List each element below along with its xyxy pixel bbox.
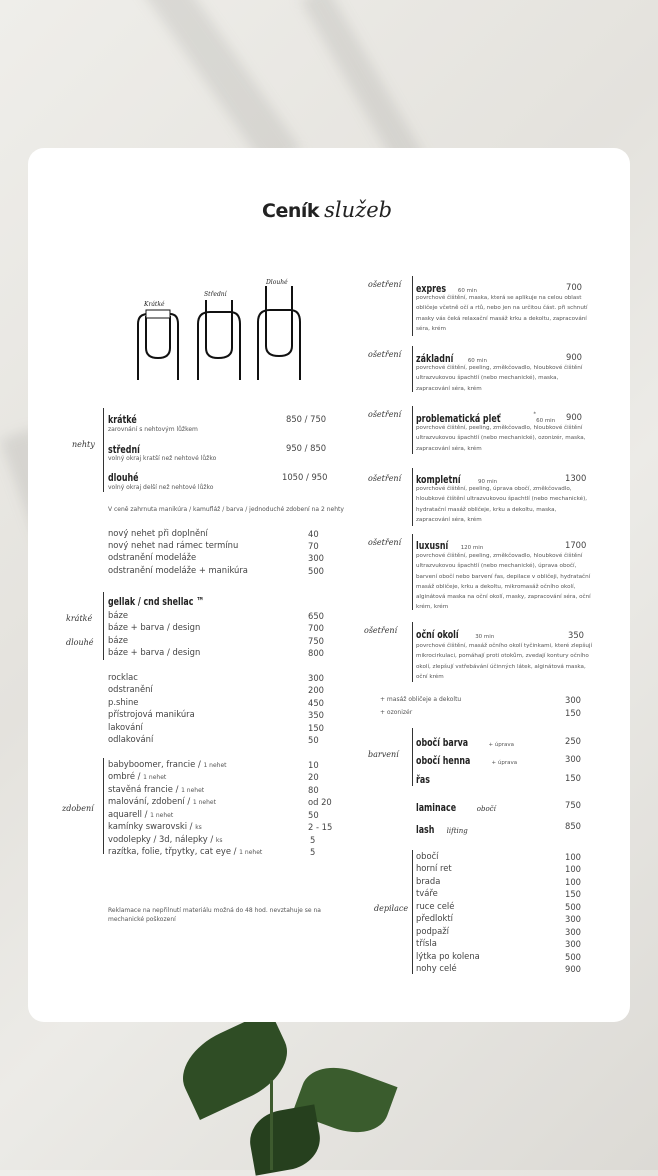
other-item: odlakování	[108, 734, 154, 744]
osetreni-side-label: ošetření	[364, 626, 398, 635]
laminace-price: 750	[565, 800, 581, 810]
depilace-price: 300	[565, 914, 581, 924]
laminace-item	[416, 796, 496, 815]
nail-short	[138, 310, 178, 380]
zdobeni-unit: 1 nehet	[239, 849, 263, 856]
treatment-price: 900	[566, 412, 582, 422]
depilace-divider	[412, 850, 413, 974]
plant-stem	[270, 1080, 273, 1170]
gellak-price: 750	[308, 636, 324, 646]
barveni-name: obočí barva	[416, 736, 469, 749]
nehty-name: dlouhé	[108, 471, 139, 484]
treatment-time: 60 min	[457, 288, 477, 294]
zdobeni-unit: 1 nehet	[150, 812, 174, 819]
depilace-item: třísla	[416, 938, 437, 948]
nehty-name: střední	[108, 443, 140, 456]
other-price: 50	[308, 735, 319, 745]
nehty-price: 850 / 750	[286, 414, 327, 424]
nail-medium	[198, 300, 240, 380]
zdobeni-divider	[103, 758, 104, 854]
depilace-price: 100	[565, 852, 581, 862]
nehty-note: zarovnání s nehtovým lůžkem	[108, 426, 198, 433]
zdobeni-price: 20	[308, 772, 319, 782]
barveni-price: 250	[565, 736, 581, 746]
treatment-desc: povrchové čištění, maska, která se aplikuje na celou oblast obličeje včetně očí a rtů, nebo jen na určitou část. při schnutí masky vás čeká relaxační masáž krku a dekoltu, zapracování séra, krém	[416, 295, 588, 332]
nehty-name: krátké	[108, 413, 137, 426]
zdobeni-name: ombré /	[108, 771, 141, 781]
zdobeni-item	[108, 796, 216, 806]
treatment-desc: povrchové čištění, peeling, změkčovadlo, hloubkové čištění ultrazvukovou špachtlí (nebo mechanické), úprava obočí, barvení obočí nebo barvení řas, depilace v obličeji, hydratační masáž obličeje, krku a dekoltu, mikromasáž očního okolí, alginátová maska na oční okolí, masky, zapracování séra, oční krém, krém	[416, 553, 591, 611]
depilace-item: lýtka po kolena	[416, 951, 480, 961]
zdobeni-item	[108, 834, 222, 844]
gellak-item: báze	[108, 610, 128, 620]
depilace-price: 300	[565, 939, 581, 949]
depilace-item: brada	[416, 876, 441, 886]
other-price: 450	[308, 698, 324, 708]
barveni-extra: + úprava	[488, 742, 515, 748]
zdobeni-unit: 1 nehet	[192, 799, 216, 806]
treatment-name: problematická pleť	[416, 412, 501, 425]
other-price: 350	[308, 710, 324, 720]
treatment-name: luxusní	[416, 539, 449, 552]
zdobeni-name: razítka, folie, třpytky, cat eye /	[108, 846, 237, 856]
barveni-item	[416, 768, 435, 787]
gellak-label-long: dlouhé	[66, 638, 94, 647]
gellak-price: 650	[308, 611, 324, 621]
treatment-name: oční okolí	[416, 628, 459, 641]
price-list-card	[28, 148, 630, 1022]
other-item: přístrojová manikúra	[108, 709, 195, 719]
depilace-item: ruce celé	[416, 901, 455, 911]
treatment-sup: *	[533, 411, 537, 418]
nail-label-long: Dlouhé	[266, 279, 288, 286]
laminace-name: laminace	[416, 801, 457, 814]
other-item: odstranění	[108, 684, 153, 694]
osetreni-divider	[412, 534, 413, 610]
nehty-price: 1050 / 950	[282, 472, 328, 482]
osetreni-divider	[412, 622, 413, 682]
extra-price: 500	[308, 566, 324, 576]
barveni-extra: + úprava	[491, 760, 518, 766]
depilace-side-label: depilace	[374, 904, 409, 913]
zdobeni-name: babyboomer, francie /	[108, 759, 201, 769]
depilace-item: tváře	[416, 888, 438, 898]
depilace-price: 500	[565, 902, 581, 912]
zdobeni-item	[108, 759, 227, 769]
nehty-entry	[108, 466, 150, 485]
other-price: 300	[308, 673, 324, 683]
treatment-name: kompletní	[416, 473, 461, 486]
zdobeni-name: malování, zdobení /	[108, 796, 191, 806]
gellak-price: 800	[308, 648, 324, 658]
zdobeni-unit: 1 nehet	[181, 787, 205, 794]
treatment-name: expres	[416, 282, 447, 295]
treatment-desc: povrchové čištění, peeling, úprava obočí, změkčovadlo, hloubkové čištění ultrazvukovou špachtlí (nebo mechanické), hydratační masáž obličeje, krku a dekoltu, maska, zapracování séra, krém	[416, 486, 588, 523]
depilace-item: nohy celé	[416, 963, 457, 973]
other-price: 200	[308, 685, 324, 695]
gellak-label-short: krátké	[66, 614, 93, 623]
depilace-item: podpaží	[416, 926, 449, 936]
barveni-divider	[412, 728, 413, 786]
footnote-line2: mechanické poškození	[108, 916, 176, 923]
osetreni-divider	[412, 276, 413, 336]
depilace-item: předloktí	[416, 913, 453, 923]
treatment-desc: povrchové čištění, peeling, změkčovadlo, hloubkové čištění ultrazvukovou špachtlí (nebo mechanické), maska, zapracování séra, krém	[416, 365, 583, 392]
addon-price: 150	[565, 708, 581, 718]
osetreni-side-label: ošetření	[368, 474, 402, 483]
laminace-name: lash	[416, 823, 435, 836]
zdobeni-price: od 20	[308, 797, 332, 807]
gellak-item: báze	[108, 635, 128, 645]
zdobeni-unit: ks	[195, 824, 202, 831]
treatment-price: 700	[566, 282, 582, 292]
osetreni-side-label: ošetření	[368, 280, 402, 289]
nail-label-short: Krátké	[144, 301, 165, 308]
barveni-name: řas	[416, 773, 430, 786]
nehty-included-note: V ceně zahrnuta manikúra / kamufláž / barva / jednoduché zdobení na 2 nehty	[108, 506, 344, 513]
zdobeni-name: kamínky swarovski /	[108, 821, 193, 831]
treatment-header	[416, 623, 494, 642]
zdobeni-item	[108, 821, 202, 831]
zdobeni-unit: ks	[215, 837, 223, 844]
laminace-price: 850	[565, 821, 581, 831]
treatment-desc: povrchové čištění, masáž očního okolí tyčinkami, které zlepšují mikrocirkulaci, pomáhají proti otokům, zvedají kontury očního okolí, zlepšují vstřebávání účinných látek, alginátová maska, oční krém	[416, 643, 593, 680]
treatment-price: 350	[568, 630, 584, 640]
nail-label-medium: Střední	[204, 291, 227, 298]
depilace-price: 900	[565, 964, 581, 974]
laminace-item	[416, 818, 468, 837]
zdobeni-unit: 1 nehet	[203, 762, 227, 769]
barveni-name: obočí henna	[416, 754, 471, 767]
addon-item: + masáž obličeje a dekoltu	[380, 696, 462, 703]
zdobeni-side-label: zdobení	[62, 804, 94, 813]
zdobeni-item	[108, 784, 204, 794]
zdobeni-price: 50	[308, 810, 319, 820]
page-title	[262, 198, 392, 222]
addon-item: + ozonizér	[380, 709, 413, 716]
treatment-time: 30 min	[475, 634, 495, 640]
barveni-price: 300	[565, 754, 581, 764]
treatment-name: základní	[416, 352, 454, 365]
other-price: 150	[308, 723, 324, 733]
zdobeni-price: 5	[310, 847, 316, 857]
title-bold: Ceník	[262, 200, 320, 222]
other-item: p.shine	[108, 697, 139, 707]
zdobeni-price: 80	[308, 785, 319, 795]
osetreni-side-label: ošetření	[368, 410, 402, 419]
gellak-divider	[103, 592, 104, 660]
gellak-price: 700	[308, 623, 324, 633]
depilace-price: 100	[565, 877, 581, 887]
depilace-item: horní ret	[416, 863, 452, 873]
nails-diagram	[132, 276, 308, 382]
extra-item: nový nehet nad rámec termínu	[108, 540, 239, 550]
barveni-side-label: barvení	[368, 750, 399, 759]
extra-price: 70	[308, 541, 319, 551]
treatment-time: 60 min	[467, 358, 487, 364]
laminace-script: obočí	[476, 805, 496, 813]
zdobeni-name: vodolepky / 3d, nálepky /	[108, 834, 214, 844]
zdobeni-price: 2 - 15	[308, 822, 333, 832]
gellak-item: báze + barva / design	[108, 622, 201, 632]
plant-leaf	[245, 1104, 324, 1175]
nehty-note: volný okraj kratší než nehtové lůžko	[108, 455, 217, 462]
gellak-heading-text: gellak / cnd shellac ™	[108, 595, 205, 608]
osetreni-divider	[412, 406, 413, 454]
nehty-divider	[103, 408, 104, 492]
zdobeni-name: aquarell /	[108, 809, 148, 819]
osetreni-side-label: ošetření	[368, 350, 402, 359]
osetreni-side-label: ošetření	[368, 538, 402, 547]
zdobeni-item	[108, 771, 166, 781]
laminace-script: lifting	[446, 827, 468, 835]
zdobeni-item	[108, 809, 173, 819]
extra-price: 40	[308, 529, 319, 539]
gellak-item: báze + barva / design	[108, 647, 201, 657]
treatment-price: 900	[566, 352, 582, 362]
zdobeni-unit: 1 nehet	[143, 774, 167, 781]
zdobeni-name: stavěná francie /	[108, 784, 179, 794]
treatment-desc: povrchové čištění, peeling, změkčovadlo, hloubkové čištění ultrazvukovou špachtlí (nebo mechanické), ozonizér, maska, zapracování séra, krém	[416, 425, 586, 452]
zdobeni-price: 10	[308, 760, 319, 770]
nehty-note: volný okraj delší než nehtové lůžko	[108, 484, 214, 491]
depilace-price: 500	[565, 952, 581, 962]
treatment-time: 60 min	[536, 418, 556, 424]
extra-item: odstranění modeláže	[108, 552, 197, 562]
treatment-time: 90 min	[478, 479, 498, 485]
depilace-price: 300	[565, 927, 581, 937]
nail-long	[258, 286, 300, 380]
barveni-price: 150	[565, 773, 581, 783]
barveni-item	[416, 731, 514, 750]
extra-item: odstranění modeláže + manikúra	[108, 565, 248, 575]
extra-price: 300	[308, 553, 324, 563]
treatment-price: 1700	[565, 540, 587, 550]
depilace-item: obočí	[416, 851, 439, 861]
title-script: služeb	[324, 198, 393, 222]
other-item: lakování	[108, 722, 143, 732]
zdobeni-item	[108, 846, 262, 856]
footnote-line1: Reklamace na nepřilnutí materiálu možná do 48 hod. nevztahuje se na	[108, 907, 321, 914]
zdobeni-price: 5	[310, 835, 316, 845]
addon-price: 300	[565, 695, 581, 705]
extra-item: nový nehet při doplnění	[108, 528, 208, 538]
nehty-price: 950 / 850	[286, 443, 327, 453]
osetreni-divider	[412, 468, 413, 526]
treatment-time: 120 min	[460, 545, 484, 551]
nehty-side-label: nehty	[72, 440, 95, 449]
plant-leaf	[170, 1010, 299, 1120]
treatment-price: 1300	[565, 473, 587, 483]
depilace-price: 100	[565, 864, 581, 874]
depilace-price: 150	[565, 889, 581, 899]
osetreni-divider	[412, 346, 413, 392]
barveni-item	[416, 749, 517, 768]
gellak-heading	[108, 590, 242, 609]
other-item: rocklac	[108, 672, 138, 682]
nehty-entry	[108, 408, 148, 427]
